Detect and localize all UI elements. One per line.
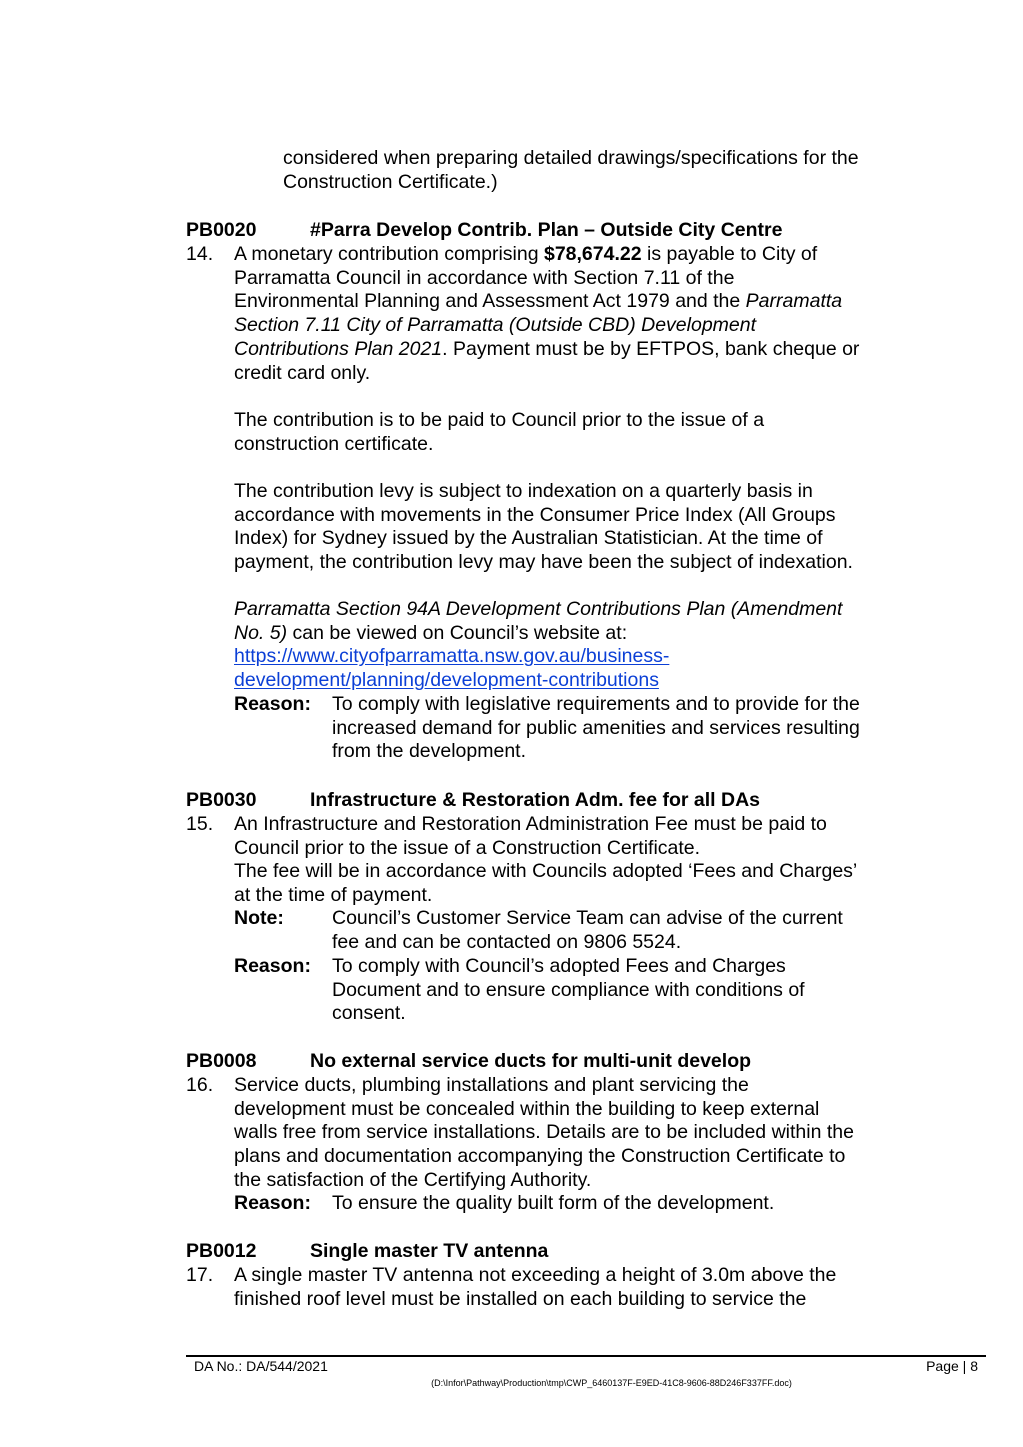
reason-text	[332, 693, 860, 764]
text-line: plans and documentation accompanying the Construction Certificate to	[234, 1145, 846, 1168]
text-line: credit card only.	[234, 361, 371, 384]
condition-17-body	[234, 1264, 836, 1311]
text-line	[234, 290, 859, 314]
text-line: An Infrastructure and Restoration Administration Fee must be paid to	[234, 813, 827, 835]
text-line: construction certificate.	[234, 432, 434, 455]
reason-label: Reason:	[234, 1192, 311, 1214]
text-line: Document and to ensure compliance with conditions of	[332, 978, 805, 1001]
text-run: Environmental Planning and Assessment Act 1979 and the	[234, 290, 746, 313]
text-line: Section 7.11 City of Parramatta (Outside CBD) Development	[234, 314, 757, 337]
text-line: walls free from service installations. Details are to be included within the	[234, 1121, 854, 1144]
text-run: A monetary contribution comprising	[234, 243, 544, 265]
condition-number: 15.	[186, 813, 214, 835]
text-line: Parramatta Council in accordance with Section 7.11 of the	[234, 266, 735, 289]
note-label: Note:	[234, 907, 284, 929]
reason-label: Reason:	[234, 693, 311, 715]
condition-14-paragraph-4	[234, 598, 842, 693]
text-line: Service ducts, plumbing installations and plant servicing the	[234, 1074, 749, 1096]
text-line	[234, 243, 859, 267]
footer-page-number: Page | 8	[926, 1358, 978, 1374]
text-line: The fee will be in accordance with Councils adopted ‘Fees and Charges’	[234, 860, 858, 883]
text-line	[234, 622, 842, 646]
section-title: No external service ducts for multi-unit develop	[310, 1050, 752, 1072]
section-code: PB0012	[186, 1240, 257, 1262]
reason-label: Reason:	[234, 955, 311, 977]
carryover-line: Construction Certificate.)	[283, 170, 498, 193]
condition-14-paragraph-2	[234, 409, 764, 456]
text-line: consent.	[332, 1002, 406, 1025]
footer-divider	[186, 1355, 986, 1357]
text-line: finished roof level must be installed on each building to service the	[234, 1287, 807, 1310]
text-line: fee and can be contacted on 9806 5524.	[332, 930, 682, 953]
text-line: payment, the contribution levy may have been the subject of indexation.	[234, 551, 853, 574]
text-line: To comply with Council’s adopted Fees and Charges	[332, 955, 786, 977]
text-line: To ensure the quality built form of the development.	[332, 1192, 775, 1214]
section-title: Infrastructure & Restoration Adm. fee for all DAs	[310, 789, 761, 811]
text-line: A single master TV antenna not exceeding a height of 3.0m above the	[234, 1264, 837, 1286]
reason-text	[332, 955, 805, 1026]
text-line: at the time of payment.	[234, 884, 433, 907]
text-line: Index) for Sydney issued by the Australian Statistician. At the time of	[234, 527, 823, 550]
section-title: #Parra Develop Contrib. Plan – Outside City Centre	[310, 219, 783, 241]
text-line: accordance with movements in the Consumer Price Index (All Groups	[234, 503, 836, 526]
text-run-italic: No. 5)	[234, 621, 288, 644]
text-line: increased demand for public amenities and services resulting	[332, 716, 860, 739]
condition-14-paragraph-1	[234, 243, 859, 385]
text-line: The contribution is to be paid to Council prior to the issue of a	[234, 409, 765, 431]
text-line	[234, 338, 859, 362]
contribution-amount: $78,674.22	[543, 243, 642, 265]
section-code: PB0020	[186, 219, 257, 241]
text-line	[234, 645, 842, 669]
contributions-link[interactable]: development/planning/development-contributions	[234, 669, 659, 692]
text-line: The contribution levy is subject to indexation on a quarterly basis in	[234, 480, 813, 502]
text-run: is payable to City of	[641, 243, 818, 265]
text-run-italic: Parramatta	[745, 290, 843, 313]
carryover-line: considered when preparing detailed drawings/specifications for the	[283, 147, 859, 169]
condition-number: 16.	[186, 1074, 214, 1096]
reason-text	[332, 1192, 774, 1216]
footer-file-path: (D:\Infor\Pathway\Production\tmp\CWP_6460137F-E9ED-41C8-9606-88D246F337FF.doc)	[431, 1378, 792, 1388]
text-run: . Payment must be by EFTPOS, bank cheque or	[442, 337, 860, 360]
text-line: development must be concealed within the building to keep external	[234, 1097, 820, 1120]
carryover-paragraph	[283, 147, 859, 194]
section-title: Single master TV antenna	[310, 1240, 549, 1262]
condition-14-paragraph-3	[234, 480, 853, 575]
footer-da-number: DA No.: DA/544/2021	[194, 1358, 328, 1374]
text-line: Parramatta Section 94A Development Contributions Plan (Amendment	[234, 598, 843, 620]
text-line	[234, 669, 842, 693]
text-line: the satisfaction of the Certifying Authority.	[234, 1168, 592, 1191]
contributions-link[interactable]: https://www.cityofparramatta.nsw.gov.au/business-	[234, 645, 670, 668]
note-text	[332, 907, 843, 954]
condition-number: 14.	[186, 243, 214, 265]
section-code: PB0008	[186, 1050, 257, 1072]
section-code: PB0030	[186, 789, 257, 811]
text-run-italic: Contributions Plan 2021	[234, 337, 443, 360]
condition-number: 17.	[186, 1264, 214, 1286]
text-line: from the development.	[332, 740, 527, 763]
condition-15-body	[234, 813, 857, 908]
text-line: Council’s Customer Service Team can advise of the current	[332, 907, 843, 929]
text-line: To comply with legislative requirements and to provide for the	[332, 693, 860, 715]
condition-16-body	[234, 1074, 854, 1193]
text-line: Council prior to the issue of a Construction Certificate.	[234, 836, 701, 859]
text-run: can be viewed on Council’s website at:	[287, 621, 628, 644]
